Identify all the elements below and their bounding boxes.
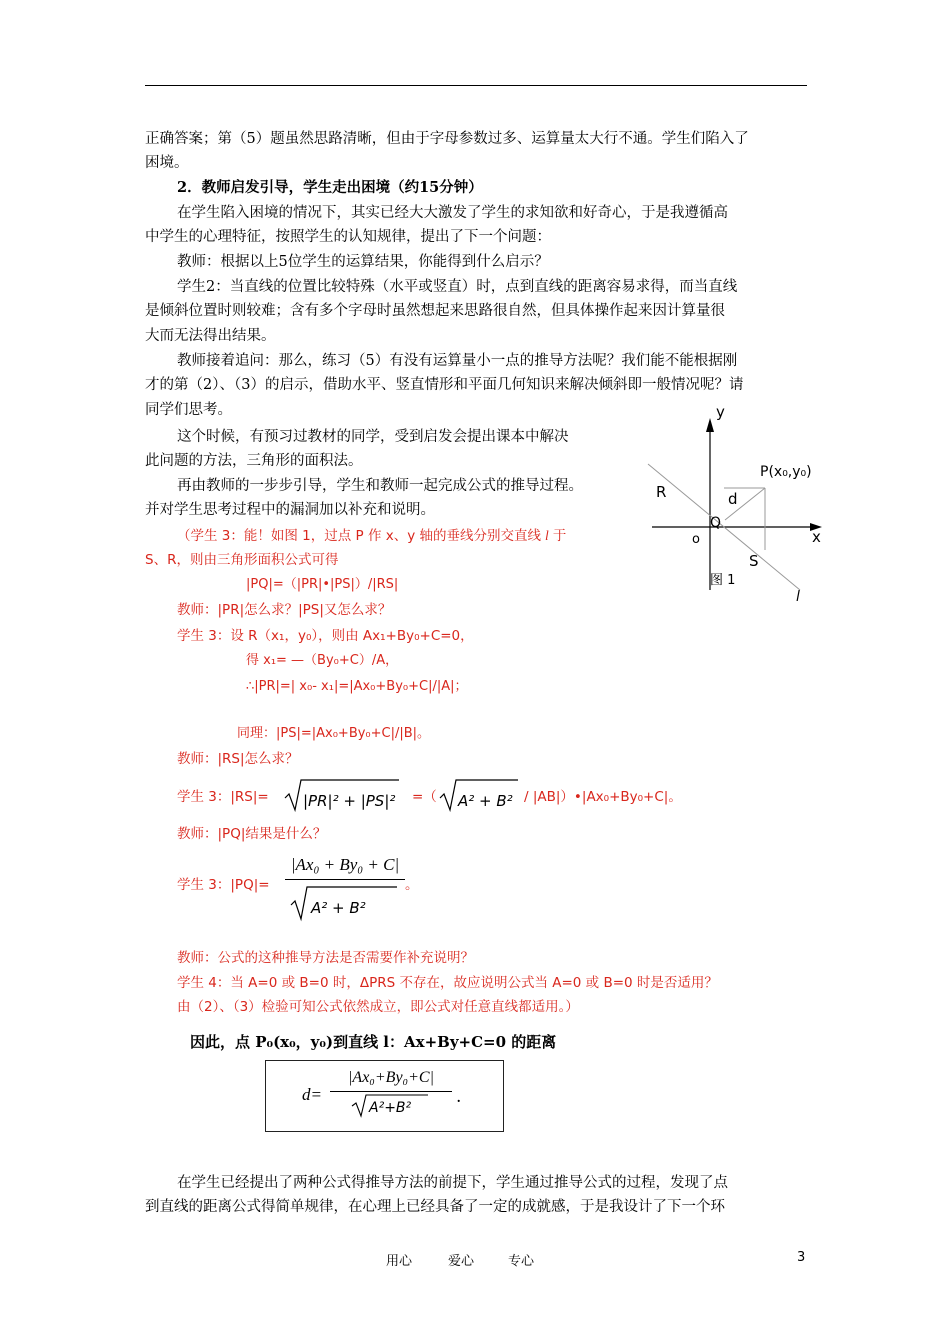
formula-denominator-sqrt <box>330 1092 452 1118</box>
sqrt-rs <box>283 776 403 814</box>
red-line: S、R，则由三角形面积公式可得 <box>145 552 339 568</box>
formula-end: . <box>456 1087 462 1107</box>
formula-d: d= <box>302 1085 322 1104</box>
section-heading: 2．教师启发引导，学生走出困境（约15分钟） <box>177 179 483 196</box>
sqrt-ab-content: A² + B² <box>458 792 513 810</box>
text-line: 教师接着追问：那么，练习（5）有没有运算量小一点的推导方法呢？我们能不能根据刚 <box>177 353 738 369</box>
label-l: l <box>796 589 800 605</box>
red-formula: 同理：|PS|=|Ax₀+By₀+C|/|B|。 <box>237 726 431 741</box>
red-line: （学生 3：能！如图 1，过点 P 作 x、y 轴的垂线分别交直线 l 于 <box>177 528 567 544</box>
y-axis-arrow <box>706 418 714 432</box>
label-d: d <box>728 490 738 508</box>
text-line: 正确答案；第（5）题虽然思路清晰，但由于字母参数过多、运算量太大行不通。学生们陷入了 <box>145 131 749 147</box>
formula-fraction <box>330 1069 452 1118</box>
figure-1 <box>640 400 830 610</box>
text-line: 此问题的方法，三角形的面积法。 <box>145 453 363 469</box>
text-line: 再由教师的一步步引导，学生和教师一起完成公式的推导过程。 <box>177 478 583 494</box>
figure-caption: 图 1 <box>710 573 736 588</box>
formula-denominator: A²+B² <box>369 1100 412 1116</box>
text-line: 在学生陷入困境的情况下，其实已经大大激发了学生的求知欲和好奇心，于是我遵循高 <box>177 205 728 221</box>
footer-c: 专心 <box>508 1254 535 1269</box>
footer-a: 用心 <box>386 1254 413 1269</box>
red-line: 学生 3：|RS|= <box>177 789 269 805</box>
red-line: 教师：|RS|怎么求？ <box>177 751 299 767</box>
label-p: P(x₀,y₀) <box>760 464 812 480</box>
text-line: 教师：根据以上5位学生的运算结果，你能得到什么启示？ <box>177 254 549 270</box>
red-line: 学生 3：|PQ|= <box>177 877 270 893</box>
pq-numerator: |Ax₀ + By₀ + C| <box>290 855 400 874</box>
pq-denominator-sqrt <box>285 881 405 923</box>
label-y: y <box>716 403 725 421</box>
red-line: 学生 4：当 A=0 或 B=0 时，ΔPRS 不存在，故应说明公式当 A=0 或 B=0 时是否适用？ <box>177 975 718 991</box>
label-x: x <box>812 528 821 546</box>
red-line: 教师：|PR|怎么求？|PS|又怎么求？ <box>177 602 392 618</box>
label-q: Q <box>710 515 722 531</box>
formula-numerator: |Ax₀+By₀+C| <box>348 1069 434 1086</box>
red-formula: |PQ|=（|PR|•|PS|）/|RS| <box>246 577 399 592</box>
pq-fraction <box>285 855 405 923</box>
page-number: 3 <box>797 1250 806 1265</box>
conclusion-text: 因此，点 P₀(x₀，y₀)到直线 l：Ax+By+C=0 的距离 <box>190 1033 557 1051</box>
text-line: 中学生的心理特征，按照学生的认知规律，提出了下一个问题： <box>145 229 551 245</box>
text-line: 困境。 <box>145 155 189 171</box>
red-line: 教师：公式的这种推导方法是否需要作补充说明？ <box>177 950 474 966</box>
pq-denominator: A² + B² <box>311 899 366 917</box>
red-line: 由（2）、（3）检验可知公式依然成立，即公式对任意直线都适用。） <box>177 999 579 1015</box>
text-line: 学生2：当直线的位置比较特殊（水平或竖直）时，点到直线的距离容易求得，而当直线 <box>177 279 738 295</box>
red-text: / |AB|）•|Ax₀+By₀+C|。 <box>524 789 682 805</box>
text-line: 在学生已经提出了两种公式得推导方法的前提下，学生通过推导公式的过程，发现了点 <box>177 1175 728 1191</box>
text-line: 才的第（2）、（3）的启示，借助水平、竖直情形和平面几何知识来解决倾斜即一般情况呢？请 <box>145 377 744 393</box>
red-text: 。 <box>405 877 419 893</box>
text-line: 到直线的距离公式得简单规律，在心理上已经具备了一定的成就感，于是我设计了下一个环 <box>145 1199 725 1215</box>
red-line: 学生 3：设 R（x₁，y₀），则由 Ax₁+By₀+C=0， <box>177 628 474 644</box>
red-line: 教师：|PQ|结果是什么？ <box>177 826 327 842</box>
footer-b: 爱心 <box>448 1254 475 1269</box>
text-line: 同学们思考。 <box>145 402 232 418</box>
red-formula: ∴|PR|=| x₀- x₁|=|Ax₀+By₀+C|/|A|； <box>246 679 468 694</box>
header-rule <box>145 85 807 86</box>
label-r: R <box>656 483 667 501</box>
text-line: 是倾斜位置时则较难；含有多个字母时虽然想起来思路很自然，但具体操作起来因计算量很 <box>145 303 725 319</box>
formula-box <box>265 1060 504 1132</box>
text-line: 并对学生思考过程中的漏洞加以补充和说明。 <box>145 502 435 518</box>
sqrt-ab <box>438 776 522 814</box>
text-line: 大而无法得出结果。 <box>145 328 276 344</box>
text-line: 这个时候，有预习过教材的同学，受到启发会提出课本中解决 <box>177 429 569 445</box>
red-text: =（ <box>412 789 437 805</box>
label-s: S <box>749 552 759 570</box>
sqrt-rs-content: |PR|² + |PS|² <box>303 792 396 810</box>
red-formula: 得 x₁= —（By₀+C）/A， <box>246 653 399 668</box>
label-o: o <box>692 532 700 547</box>
